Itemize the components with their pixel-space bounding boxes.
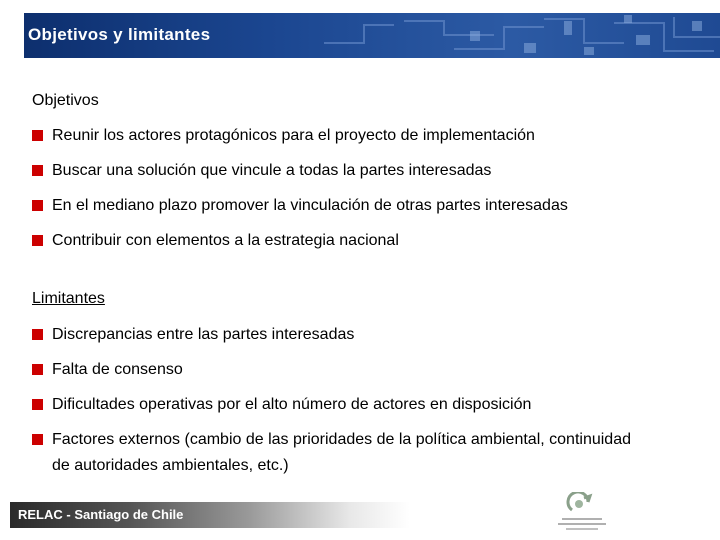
- footer-text: RELAC - Santiago de Chile: [18, 507, 184, 522]
- list-item-text: Contribuir con elementos a la estrategia nacional: [52, 232, 399, 249]
- list-item-text: Falta de consenso: [52, 361, 183, 378]
- list-item: [32, 193, 652, 219]
- list-item: [32, 123, 652, 149]
- bullet-square-icon: [32, 200, 43, 211]
- section-title-objetivos: Objetivos: [32, 92, 99, 109]
- bullet-square-icon: [32, 434, 43, 445]
- bullet-square-icon: [32, 364, 43, 375]
- list-item-text: En el mediano plazo promover la vinculación de otras partes interesadas: [52, 197, 568, 214]
- list-item: [32, 322, 652, 348]
- section-title-limitantes: Limitantes: [32, 290, 105, 307]
- list-item-text: Discrepancias entre las partes interesadas: [52, 326, 355, 343]
- list-item: [32, 427, 652, 479]
- bullet-square-icon: [32, 329, 43, 340]
- list-item: [32, 158, 652, 184]
- slide-title: Objetivos y limitantes: [28, 25, 211, 44]
- list-item: [32, 392, 652, 418]
- list-item-text: Buscar una solución que vincule a todas la partes interesadas: [52, 162, 492, 179]
- list-item-text: Factores externos (cambio de las prioridades de la política ambiental, continuidad de autoridades ambientales, etc.): [52, 431, 631, 474]
- bullet-square-icon: [32, 165, 43, 176]
- bullet-square-icon: [32, 130, 43, 141]
- list-item: [32, 357, 652, 383]
- list-item-text: Reunir los actores protagónicos para el proyecto de implementación: [52, 127, 535, 144]
- list-item-text: Dificultades operativas por el alto número de actores en disposición: [52, 396, 532, 413]
- bullet-square-icon: [32, 399, 43, 410]
- footer-bar: [10, 502, 410, 528]
- bullet-square-icon: [32, 235, 43, 246]
- slide-header: [24, 13, 720, 58]
- organization-logo-icon: [552, 492, 612, 532]
- list-item: [32, 228, 652, 254]
